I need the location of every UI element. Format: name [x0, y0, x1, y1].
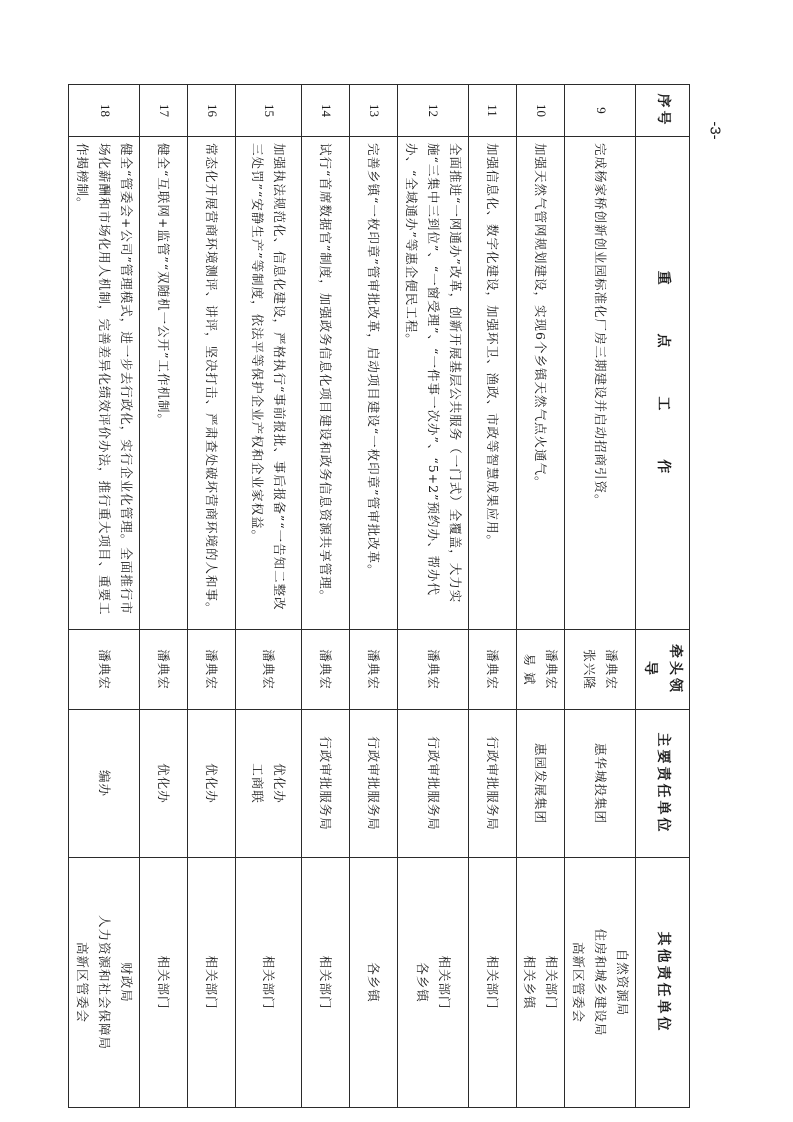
- row-index: 9: [565, 85, 636, 137]
- rotated-page-content: [75, 84, 690, 1107]
- leader-name: 易 斌: [522, 653, 538, 686]
- header-work: 重 点 工 作: [636, 137, 690, 630]
- row-leader: [350, 630, 398, 710]
- leader-name: 潘典宏: [604, 649, 620, 690]
- row-leader: [302, 630, 350, 710]
- row-work-text: 加强信息化、数字化建设，加强环卫、渔政、市政等智慧成果应用。: [468, 137, 516, 630]
- row-leader: [398, 630, 469, 710]
- row-index: 17: [140, 85, 188, 137]
- row-work-text: 健全“管委会+公司”管理模式，进一步去行政化，实行企业化管理。全面推行市场化薪酬和市场化用人机制，完善差异化绩效评价办法，推行重大项目、重要工作揭榜制。: [69, 137, 140, 630]
- key-work-table: [68, 84, 690, 1108]
- other-unit-name: 住房和城乡建设局: [593, 928, 609, 1037]
- leader-name: 潘典宏: [366, 649, 382, 690]
- other-unit-name: 相关部门: [485, 955, 501, 1010]
- table-row: [398, 85, 469, 1108]
- main-unit-name: 编办: [97, 769, 113, 797]
- leader-name: 潘典宏: [97, 649, 113, 690]
- row-main-unit: [516, 710, 565, 858]
- row-other-unit: [350, 858, 398, 1108]
- main-unit-name: 优化办: [204, 763, 220, 804]
- row-main-unit: [565, 710, 636, 858]
- main-unit-name: 行政审批服务局: [318, 736, 334, 831]
- row-other-unit: [140, 858, 188, 1108]
- row-work-text: 完善乡镇“一枚印章”管审批改革，启动项目建设“一枚印章”管审批改革。: [350, 137, 398, 630]
- row-other-unit: [188, 858, 236, 1108]
- row-main-unit: [350, 710, 398, 858]
- table-row: [565, 85, 636, 1108]
- leader-name: 潘典宏: [425, 649, 441, 690]
- table-header-row: [636, 85, 690, 1108]
- other-unit-name: 相关部门: [156, 955, 172, 1010]
- row-index: 14: [302, 85, 350, 137]
- row-leader: [468, 630, 516, 710]
- header-main-unit: 主要责任单位: [636, 710, 690, 858]
- main-unit-name: 优化办: [156, 763, 172, 804]
- row-work-text: 试行“首席数据官”制度，加强政务信息化项目建设和政务信息资源共享管理。: [302, 137, 350, 630]
- row-other-unit: [69, 858, 140, 1108]
- leader-name: 张兴隆: [582, 649, 598, 690]
- row-work-text: 健全“互联网+监管”“双随机一公开”工作机制。: [140, 137, 188, 630]
- row-index: 18: [69, 85, 140, 137]
- row-main-unit: [302, 710, 350, 858]
- table-row: [188, 85, 236, 1108]
- table-row: [516, 85, 565, 1108]
- row-main-unit: [140, 710, 188, 858]
- row-leader: [140, 630, 188, 710]
- leader-name: 潘典宏: [485, 649, 501, 690]
- row-main-unit: [69, 710, 140, 858]
- leader-name: 潘典宏: [544, 649, 560, 690]
- row-main-unit: [236, 710, 302, 858]
- row-work-text: 常态化开展营商环境测评、讲评，坚决打击、严肃查处破坏营商环境的人和事。: [188, 137, 236, 630]
- row-main-unit: [468, 710, 516, 858]
- row-other-unit: [302, 858, 350, 1108]
- row-index: 10: [516, 85, 565, 137]
- row-work-text: 加强执法规范化、信息化建设，严格执行“事前报批、事后报备”“一告知二整改三处罚”“安静生产”等制度，依法平等保护企业产权和企业家权益。: [236, 137, 302, 630]
- row-index: 12: [398, 85, 469, 137]
- other-unit-name: 相关部门: [261, 955, 277, 1010]
- main-unit-name: 行政审批服务局: [425, 736, 441, 831]
- row-leader: [69, 630, 140, 710]
- main-unit-name: 工商联: [250, 763, 266, 804]
- header-leader: 牵头领导: [636, 630, 690, 710]
- main-unit-name: 优化办: [272, 763, 288, 804]
- other-unit-name: 财政局: [119, 962, 134, 1003]
- table-row: [468, 85, 516, 1108]
- table-row: [236, 85, 302, 1108]
- page-number: -3-: [706, 120, 724, 140]
- leader-name: 潘典宏: [156, 649, 172, 690]
- row-index: 11: [468, 85, 516, 137]
- row-main-unit: [398, 710, 469, 858]
- row-index: 16: [188, 85, 236, 137]
- row-work-text: 完成杨家桥创新创业园标准化厂房三期建设并启动招商引资。: [565, 137, 636, 630]
- row-other-unit: [565, 858, 636, 1108]
- other-unit-name: 相关部门: [204, 955, 220, 1010]
- other-unit-name: 高新区管委会: [75, 941, 91, 1023]
- header-index: 序号: [636, 85, 690, 137]
- main-unit-name: 行政审批服务局: [366, 736, 382, 831]
- other-unit-name: 高新区管委会: [571, 941, 587, 1023]
- row-leader: [565, 630, 636, 710]
- leader-name: 潘典宏: [318, 649, 334, 690]
- other-unit-name: 相关乡镇: [522, 955, 538, 1010]
- table-row: [69, 85, 140, 1108]
- other-unit-name: 相关部门: [544, 955, 560, 1010]
- row-work-text: 全面推进“一网通办”改革，创新开展基层公共服务（一门式）全覆盖，大力实施“三集中三到位”、“一窗受理”、“一件事一次办”、“5+2”预约办、帮办代办、“全域通办”等惠企便民工程。: [398, 137, 469, 630]
- table-body: [69, 85, 636, 1108]
- row-other-unit: [516, 858, 565, 1108]
- table-row: [140, 85, 188, 1108]
- header-other-unit: 其他责任单位: [636, 858, 690, 1108]
- other-unit-name: 相关部门: [318, 955, 334, 1010]
- table-row: [302, 85, 350, 1108]
- row-other-unit: [468, 858, 516, 1108]
- row-leader: [516, 630, 565, 710]
- row-other-unit: [398, 858, 469, 1108]
- table-row: [350, 85, 398, 1108]
- row-index: 15: [236, 85, 302, 137]
- row-index: 13: [350, 85, 398, 137]
- leader-name: 潘典宏: [261, 649, 277, 690]
- row-leader: [236, 630, 302, 710]
- row-main-unit: [188, 710, 236, 858]
- other-unit-name: 各乡镇: [414, 962, 430, 1003]
- row-leader: [188, 630, 236, 710]
- row-work-text: 加强天然气管网规划建设，实现6个乡镇天然气点火通气。: [516, 137, 565, 630]
- other-unit-name: 各乡镇: [366, 962, 382, 1003]
- other-unit-name: 人力资源和社会保障局: [97, 914, 113, 1050]
- main-unit-name: 惠园发展集团: [533, 742, 549, 824]
- main-unit-name: 行政审批服务局: [485, 736, 501, 831]
- other-unit-name: 自然资源局: [615, 948, 630, 1017]
- main-unit-name: 惠华城投集团: [593, 742, 609, 824]
- other-unit-name: 相关部门: [436, 955, 452, 1010]
- row-other-unit: [236, 858, 302, 1108]
- leader-name: 潘典宏: [204, 649, 220, 690]
